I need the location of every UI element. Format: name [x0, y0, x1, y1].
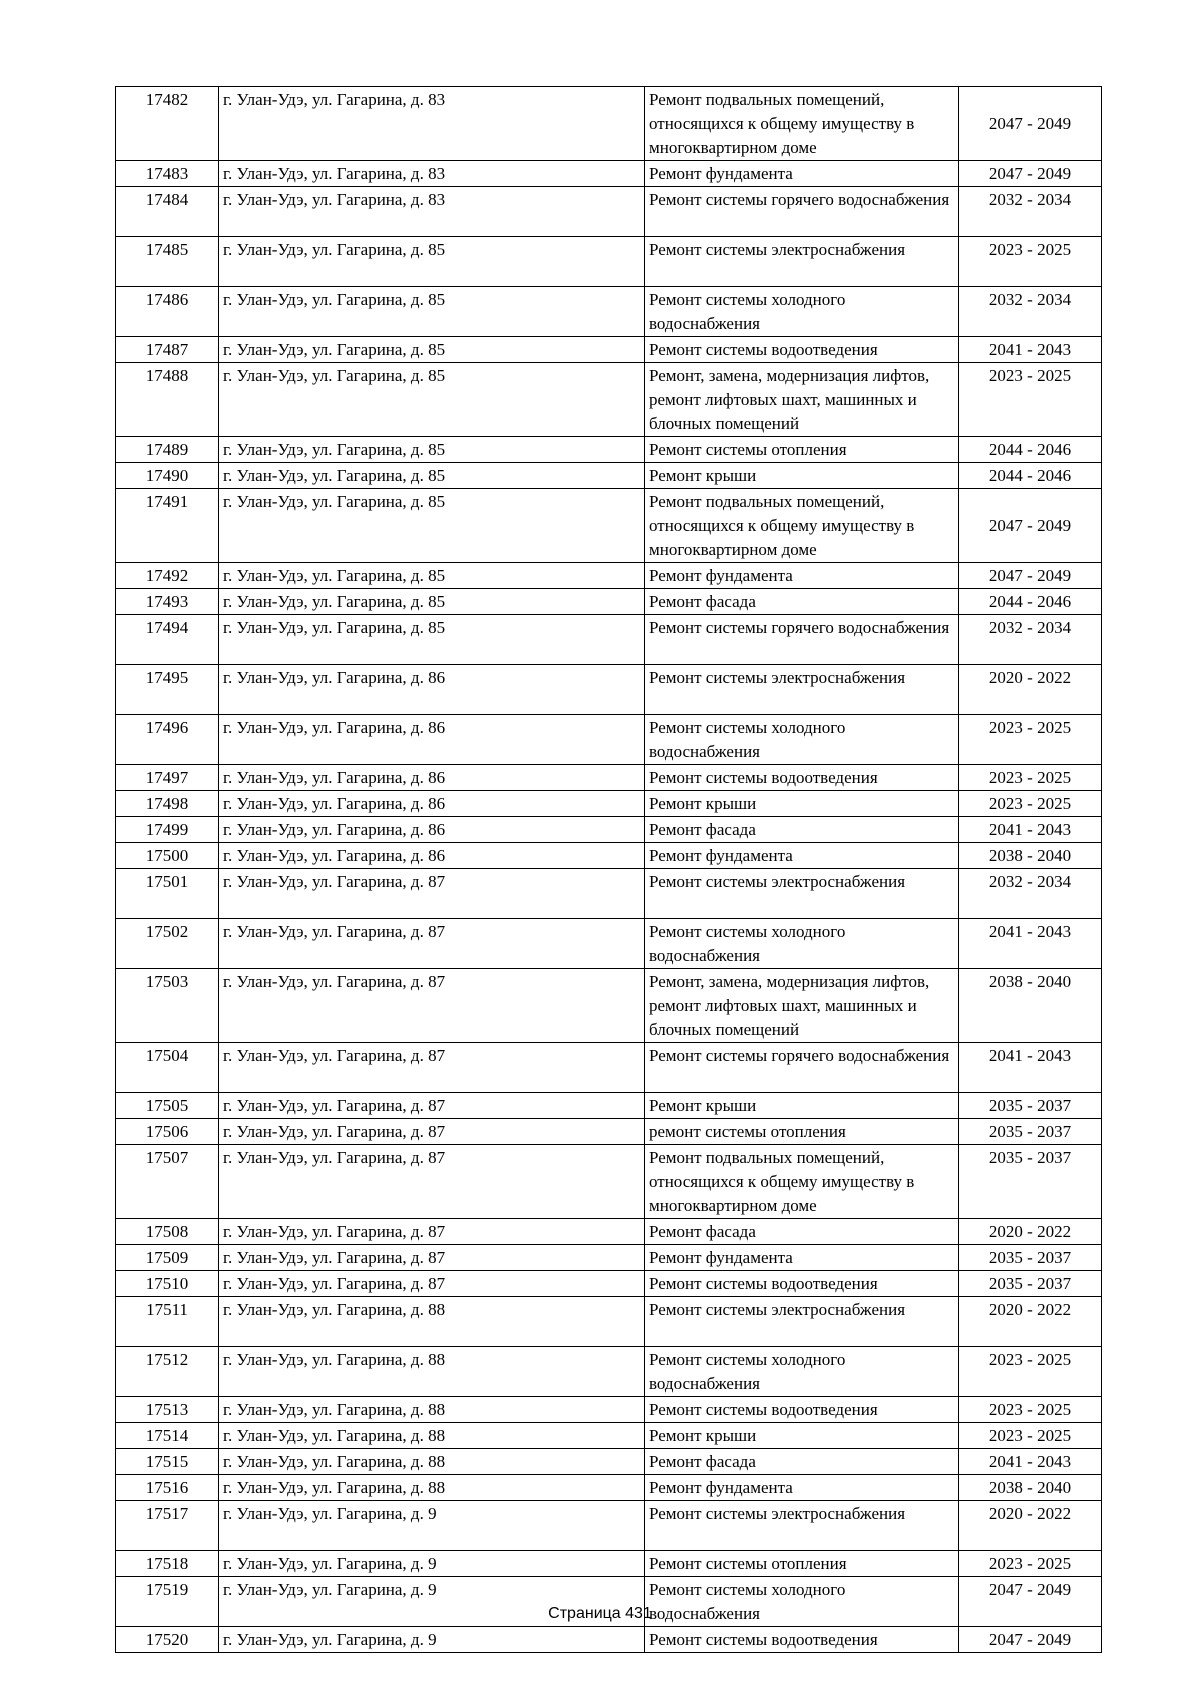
row-number: 17500 — [116, 843, 219, 869]
table-row — [116, 337, 1102, 363]
row-address: г. Улан-Удэ, ул. Гагарина, д. 87 — [219, 919, 645, 969]
table-row — [116, 843, 1102, 869]
row-period: 2032 - 2034 — [959, 287, 1102, 337]
table-row — [116, 791, 1102, 817]
row-work-type: Ремонт фундамента — [645, 161, 959, 187]
row-work-type: Ремонт крыши — [645, 1093, 959, 1119]
table-row — [116, 1119, 1102, 1145]
row-work-type: Ремонт системы водоотведения — [645, 1627, 959, 1653]
row-address: г. Улан-Удэ, ул. Гагарина, д. 88 — [219, 1297, 645, 1347]
row-period: 2020 - 2022 — [959, 665, 1102, 715]
row-address: г. Улан-Удэ, ул. Гагарина, д. 83 — [219, 187, 645, 237]
row-number: 17518 — [116, 1551, 219, 1577]
page-number: Страница 431 — [548, 1605, 652, 1622]
row-number: 17488 — [116, 363, 219, 437]
row-period: 2038 - 2040 — [959, 1475, 1102, 1501]
row-address: г. Улан-Удэ, ул. Гагарина, д. 85 — [219, 489, 645, 563]
row-number: 17485 — [116, 237, 219, 287]
table-row — [116, 563, 1102, 589]
row-period: 2020 - 2022 — [959, 1501, 1102, 1551]
row-number: 17497 — [116, 765, 219, 791]
row-address: г. Улан-Удэ, ул. Гагарина, д. 88 — [219, 1475, 645, 1501]
row-work-type: Ремонт системы водоотведения — [645, 765, 959, 791]
row-period: 2023 - 2025 — [959, 1347, 1102, 1397]
row-period: 2047 - 2049 — [959, 489, 1102, 563]
row-number: 17504 — [116, 1043, 219, 1093]
row-work-type: Ремонт системы водоотведения — [645, 1271, 959, 1297]
row-address: г. Улан-Удэ, ул. Гагарина, д. 85 — [219, 615, 645, 665]
table-row — [116, 287, 1102, 337]
row-address: г. Улан-Удэ, ул. Гагарина, д. 86 — [219, 715, 645, 765]
row-period: 2047 - 2049 — [959, 87, 1102, 161]
table-row — [116, 161, 1102, 187]
row-period: 2041 - 2043 — [959, 817, 1102, 843]
row-number: 17507 — [116, 1145, 219, 1219]
table-row — [116, 589, 1102, 615]
row-number: 17515 — [116, 1449, 219, 1475]
row-period: 2023 - 2025 — [959, 765, 1102, 791]
row-work-type: Ремонт системы отопления — [645, 437, 959, 463]
table-row — [116, 1397, 1102, 1423]
table-row — [116, 87, 1102, 161]
table-row — [116, 1093, 1102, 1119]
row-number: 17484 — [116, 187, 219, 237]
row-number: 17492 — [116, 563, 219, 589]
row-work-type: Ремонт системы горячего водоснабжения — [645, 615, 959, 665]
row-number: 17487 — [116, 337, 219, 363]
table-row — [116, 463, 1102, 489]
row-address: г. Улан-Удэ, ул. Гагарина, д. 87 — [219, 869, 645, 919]
row-period: 2047 - 2049 — [959, 1577, 1102, 1627]
row-address: г. Улан-Удэ, ул. Гагарина, д. 87 — [219, 1093, 645, 1119]
row-number: 17505 — [116, 1093, 219, 1119]
row-address: г. Улан-Удэ, ул. Гагарина, д. 9 — [219, 1577, 645, 1627]
row-number: 17512 — [116, 1347, 219, 1397]
table-row — [116, 1347, 1102, 1397]
row-work-type: Ремонт системы холодного водоснабжения — [645, 1577, 959, 1627]
row-period: 2038 - 2040 — [959, 969, 1102, 1043]
table-row — [116, 1219, 1102, 1245]
row-work-type: Ремонт фасада — [645, 1449, 959, 1475]
row-number: 17509 — [116, 1245, 219, 1271]
row-address: г. Улан-Удэ, ул. Гагарина, д. 85 — [219, 287, 645, 337]
table-row — [116, 615, 1102, 665]
row-number: 17490 — [116, 463, 219, 489]
table-row — [116, 187, 1102, 237]
row-number: 17482 — [116, 87, 219, 161]
row-work-type: Ремонт, замена, модернизация лифтов, ремонт лифтовых шахт, машинных и блочных помещений — [645, 363, 959, 437]
row-number: 17510 — [116, 1271, 219, 1297]
table-row — [116, 1245, 1102, 1271]
row-work-type: Ремонт системы холодного водоснабжения — [645, 715, 959, 765]
row-address: г. Улан-Удэ, ул. Гагарина, д. 85 — [219, 237, 645, 287]
table-row — [116, 1551, 1102, 1577]
row-period: 2041 - 2043 — [959, 1449, 1102, 1475]
row-number: 17520 — [116, 1627, 219, 1653]
row-address: г. Улан-Удэ, ул. Гагарина, д. 85 — [219, 589, 645, 615]
row-period: 2041 - 2043 — [959, 919, 1102, 969]
row-work-type: Ремонт системы холодного водоснабжения — [645, 287, 959, 337]
row-period: 2047 - 2049 — [959, 563, 1102, 589]
row-period: 2044 - 2046 — [959, 463, 1102, 489]
row-work-type: Ремонт системы горячего водоснабжения — [645, 187, 959, 237]
row-work-type: Ремонт фундамента — [645, 563, 959, 589]
row-work-type: Ремонт, замена, модернизация лифтов, ремонт лифтовых шахт, машинных и блочных помещений — [645, 969, 959, 1043]
row-period: 2032 - 2034 — [959, 869, 1102, 919]
row-period: 2032 - 2034 — [959, 187, 1102, 237]
row-work-type: Ремонт фасада — [645, 817, 959, 843]
table-row — [116, 237, 1102, 287]
row-address: г. Улан-Удэ, ул. Гагарина, д. 86 — [219, 817, 645, 843]
row-period: 2023 - 2025 — [959, 1423, 1102, 1449]
row-work-type: Ремонт системы электроснабжения — [645, 1501, 959, 1551]
row-period: 2044 - 2046 — [959, 589, 1102, 615]
row-period: 2023 - 2025 — [959, 363, 1102, 437]
row-address: г. Улан-Удэ, ул. Гагарина, д. 85 — [219, 363, 645, 437]
row-work-type: Ремонт крыши — [645, 791, 959, 817]
row-address: г. Улан-Удэ, ул. Гагарина, д. 9 — [219, 1501, 645, 1551]
row-address: г. Улан-Удэ, ул. Гагарина, д. 87 — [219, 1119, 645, 1145]
row-period: 2023 - 2025 — [959, 1397, 1102, 1423]
row-work-type: Ремонт подвальных помещений, относящихся к общему имуществу в многоквартирном доме — [645, 489, 959, 563]
table-row — [116, 1449, 1102, 1475]
row-number: 17491 — [116, 489, 219, 563]
row-number: 17503 — [116, 969, 219, 1043]
row-number: 17483 — [116, 161, 219, 187]
row-work-type: ремонт системы отопления — [645, 1119, 959, 1145]
row-address: г. Улан-Удэ, ул. Гагарина, д. 86 — [219, 791, 645, 817]
row-period: 2035 - 2037 — [959, 1119, 1102, 1145]
row-number: 17514 — [116, 1423, 219, 1449]
row-number: 17502 — [116, 919, 219, 969]
row-address: г. Улан-Удэ, ул. Гагарина, д. 86 — [219, 843, 645, 869]
table-row — [116, 869, 1102, 919]
row-work-type: Ремонт системы холодного водоснабжения — [645, 919, 959, 969]
table-row — [116, 1501, 1102, 1551]
table-row — [116, 1043, 1102, 1093]
table-row — [116, 1627, 1102, 1653]
row-period: 2047 - 2049 — [959, 161, 1102, 187]
row-period: 2038 - 2040 — [959, 843, 1102, 869]
row-number: 17501 — [116, 869, 219, 919]
row-address: г. Улан-Удэ, ул. Гагарина, д. 88 — [219, 1423, 645, 1449]
row-period: 2020 - 2022 — [959, 1219, 1102, 1245]
table-row — [116, 1423, 1102, 1449]
row-period: 2047 - 2049 — [959, 1627, 1102, 1653]
row-address: г. Улан-Удэ, ул. Гагарина, д. 87 — [219, 1145, 645, 1219]
row-number: 17495 — [116, 665, 219, 715]
row-work-type: Ремонт системы электроснабжения — [645, 237, 959, 287]
row-work-type: Ремонт фасада — [645, 1219, 959, 1245]
row-address: г. Улан-Удэ, ул. Гагарина, д. 83 — [219, 87, 645, 161]
row-address: г. Улан-Удэ, ул. Гагарина, д. 85 — [219, 437, 645, 463]
row-address: г. Улан-Удэ, ул. Гагарина, д. 85 — [219, 563, 645, 589]
row-number: 17493 — [116, 589, 219, 615]
row-address: г. Улан-Удэ, ул. Гагарина, д. 87 — [219, 1271, 645, 1297]
row-address: г. Улан-Удэ, ул. Гагарина, д. 9 — [219, 1551, 645, 1577]
row-address: г. Улан-Удэ, ул. Гагарина, д. 88 — [219, 1449, 645, 1475]
table-row — [116, 665, 1102, 715]
row-period: 2041 - 2043 — [959, 337, 1102, 363]
row-address: г. Улан-Удэ, ул. Гагарина, д. 9 — [219, 1627, 645, 1653]
row-period: 2023 - 2025 — [959, 715, 1102, 765]
row-address: г. Улан-Удэ, ул. Гагарина, д. 87 — [219, 969, 645, 1043]
table-row — [116, 1271, 1102, 1297]
row-address: г. Улан-Удэ, ул. Гагарина, д. 86 — [219, 665, 645, 715]
table-row — [116, 1475, 1102, 1501]
row-number: 17499 — [116, 817, 219, 843]
row-number: 17517 — [116, 1501, 219, 1551]
row-period: 2035 - 2037 — [959, 1093, 1102, 1119]
table-row — [116, 363, 1102, 437]
row-period: 2020 - 2022 — [959, 1297, 1102, 1347]
row-address: г. Улан-Удэ, ул. Гагарина, д. 88 — [219, 1347, 645, 1397]
row-address: г. Улан-Удэ, ул. Гагарина, д. 86 — [219, 765, 645, 791]
table-row — [116, 765, 1102, 791]
row-period: 2023 - 2025 — [959, 237, 1102, 287]
table-row — [116, 817, 1102, 843]
row-work-type: Ремонт крыши — [645, 463, 959, 489]
row-address: г. Улан-Удэ, ул. Гагарина, д. 87 — [219, 1245, 645, 1271]
works-table — [115, 86, 1102, 1653]
row-work-type: Ремонт фундамента — [645, 843, 959, 869]
row-number: 17498 — [116, 791, 219, 817]
row-work-type: Ремонт системы водоотведения — [645, 337, 959, 363]
row-period: 2044 - 2046 — [959, 437, 1102, 463]
row-work-type: Ремонт фундамента — [645, 1245, 959, 1271]
row-work-type: Ремонт системы горячего водоснабжения — [645, 1043, 959, 1093]
table-row — [116, 1297, 1102, 1347]
table-row — [116, 969, 1102, 1043]
row-period: 2023 - 2025 — [959, 1551, 1102, 1577]
table-row — [116, 919, 1102, 969]
row-work-type: Ремонт крыши — [645, 1423, 959, 1449]
row-number: 17508 — [116, 1219, 219, 1245]
row-period: 2041 - 2043 — [959, 1043, 1102, 1093]
works-table-body — [116, 87, 1102, 1653]
row-address: г. Улан-Удэ, ул. Гагарина, д. 85 — [219, 463, 645, 489]
table-row — [116, 489, 1102, 563]
row-number: 17486 — [116, 287, 219, 337]
row-address: г. Улан-Удэ, ул. Гагарина, д. 83 — [219, 161, 645, 187]
row-work-type: Ремонт системы водоотведения — [645, 1397, 959, 1423]
row-work-type: Ремонт подвальных помещений, относящихся к общему имуществу в многоквартирном доме — [645, 87, 959, 161]
row-work-type: Ремонт системы электроснабжения — [645, 869, 959, 919]
row-work-type: Ремонт фундамента — [645, 1475, 959, 1501]
row-number: 17511 — [116, 1297, 219, 1347]
row-work-type: Ремонт системы электроснабжения — [645, 665, 959, 715]
row-period: 2032 - 2034 — [959, 615, 1102, 665]
table-row — [116, 437, 1102, 463]
row-address: г. Улан-Удэ, ул. Гагарина, д. 87 — [219, 1219, 645, 1245]
row-period: 2035 - 2037 — [959, 1245, 1102, 1271]
table-row — [116, 715, 1102, 765]
row-number: 17489 — [116, 437, 219, 463]
row-address: г. Улан-Удэ, ул. Гагарина, д. 87 — [219, 1043, 645, 1093]
row-number: 17506 — [116, 1119, 219, 1145]
row-period: 2035 - 2037 — [959, 1271, 1102, 1297]
row-number: 17516 — [116, 1475, 219, 1501]
row-number: 17513 — [116, 1397, 219, 1423]
row-work-type: Ремонт фасада — [645, 589, 959, 615]
row-period: 2035 - 2037 — [959, 1145, 1102, 1219]
table-row — [116, 1145, 1102, 1219]
row-number: 17519 — [116, 1577, 219, 1627]
row-address: г. Улан-Удэ, ул. Гагарина, д. 85 — [219, 337, 645, 363]
row-number: 17496 — [116, 715, 219, 765]
row-work-type: Ремонт системы электроснабжения — [645, 1297, 959, 1347]
row-address: г. Улан-Удэ, ул. Гагарина, д. 88 — [219, 1397, 645, 1423]
row-work-type: Ремонт системы холодного водоснабжения — [645, 1347, 959, 1397]
row-work-type: Ремонт системы отопления — [645, 1551, 959, 1577]
row-number: 17494 — [116, 615, 219, 665]
row-work-type: Ремонт подвальных помещений, относящихся к общему имуществу в многоквартирном доме — [645, 1145, 959, 1219]
row-period: 2023 - 2025 — [959, 791, 1102, 817]
